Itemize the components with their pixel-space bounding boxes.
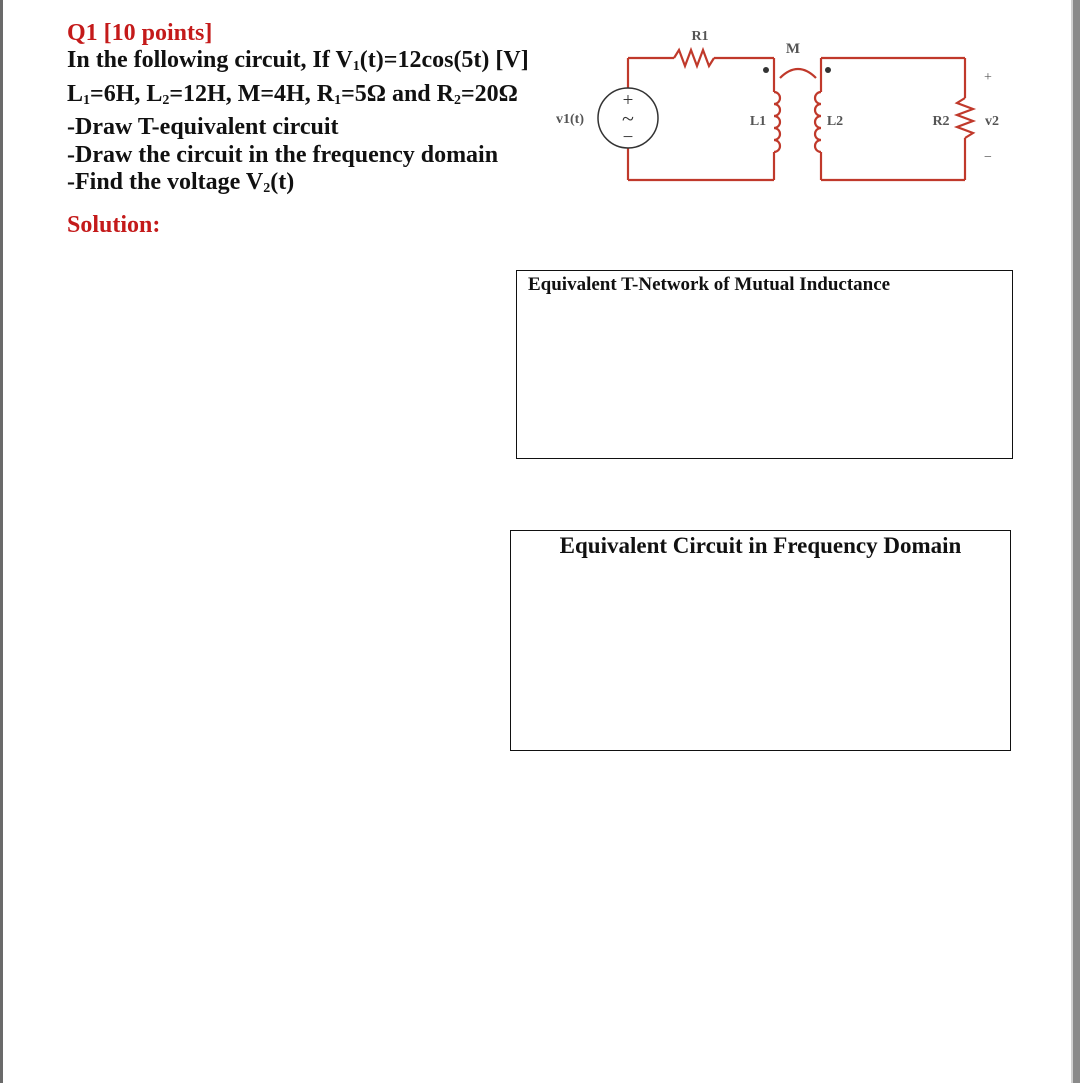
frequency-domain-title: Equivalent Circuit in Frequency Domain bbox=[559, 533, 962, 558]
dot-l1 bbox=[763, 67, 769, 73]
inductor-l1 bbox=[774, 92, 780, 152]
task-find-voltage: -Find the voltage $V_2(t)$ bbox=[67, 169, 295, 196]
task-draw-t-equivalent: -Draw T-equivalent circuit bbox=[67, 114, 339, 140]
source-minus: − bbox=[622, 127, 634, 148]
question-line-1: In the following circuit, If $V_1(t)=12\cos(5t)$ [V] bbox=[67, 47, 529, 74]
label-v2-plus: + bbox=[984, 70, 992, 85]
label-v2-minus: − bbox=[984, 150, 992, 165]
question-title: Q1 [10 points] bbox=[67, 20, 213, 46]
resistor-r1 bbox=[674, 50, 714, 66]
resistor-r2 bbox=[957, 98, 973, 138]
page-left-edge bbox=[0, 0, 3, 1083]
label-r1: R1 bbox=[691, 29, 709, 44]
page-right-edge bbox=[1073, 0, 1080, 1083]
label-m: M bbox=[785, 41, 801, 57]
question-body bbox=[67, 47, 537, 203]
source-tilde: ~ bbox=[622, 106, 634, 131]
label-source: v1(t) bbox=[556, 112, 584, 127]
circuit-diagram bbox=[540, 20, 1010, 190]
question-line-2: $L_1=6H$, $L_2=12H$, M=4H, $R_1=5\Omega$ and $R_2=20\Omega$ bbox=[67, 80, 518, 108]
label-r2: R2 bbox=[932, 114, 950, 129]
t-network-title: Equivalent T-Network of Mutual Inductance bbox=[528, 274, 891, 295]
mutual-coupling-arc bbox=[780, 69, 816, 78]
label-v2: v2 bbox=[985, 114, 999, 129]
label-l1: L1 bbox=[749, 114, 767, 129]
solution-label: Solution: bbox=[67, 212, 161, 238]
inductor-l2 bbox=[815, 92, 821, 152]
task-draw-frequency-domain: -Draw the circuit in the frequency domain bbox=[67, 141, 499, 168]
frequency-domain-box bbox=[510, 530, 1011, 751]
t-network-box bbox=[516, 270, 1013, 459]
dot-l2 bbox=[825, 67, 831, 73]
source-plus: + bbox=[622, 90, 634, 111]
label-l2: L2 bbox=[826, 114, 844, 129]
